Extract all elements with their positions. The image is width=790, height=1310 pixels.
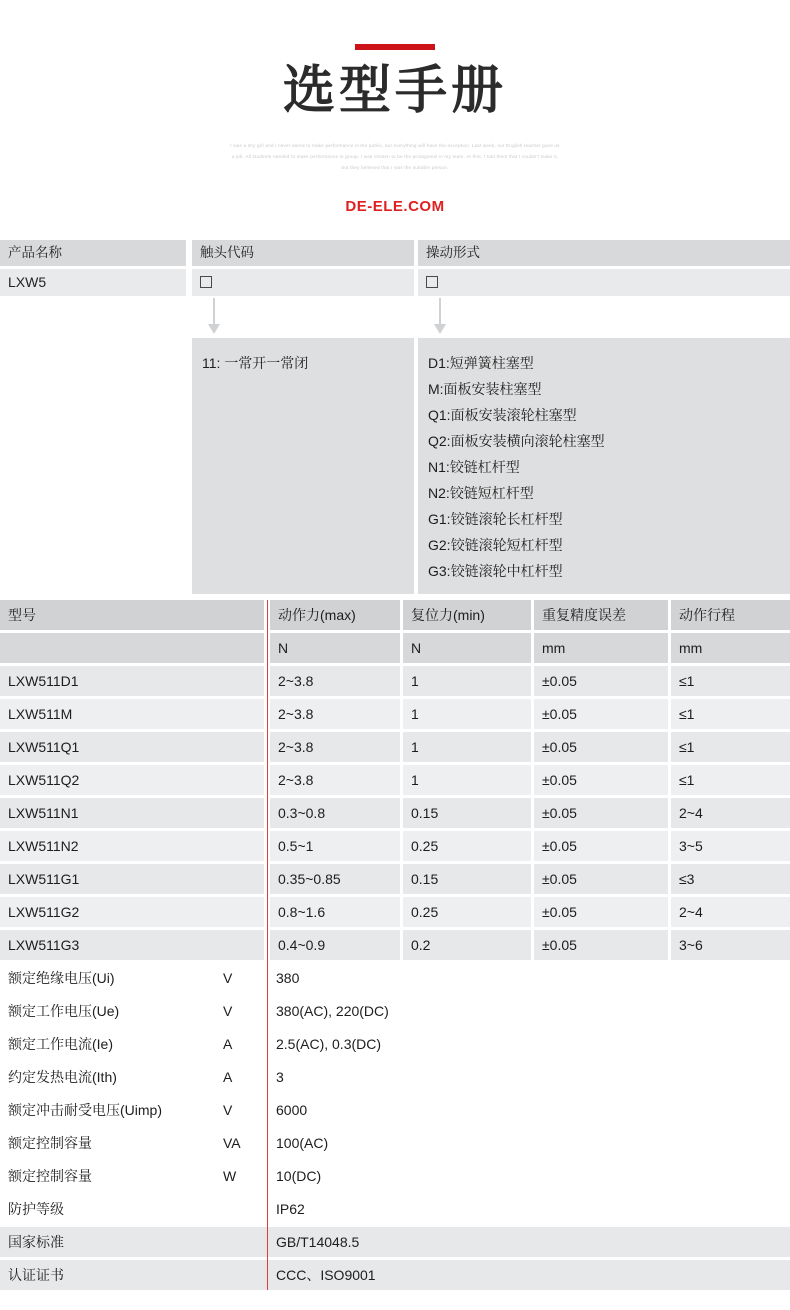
table-cell: LXW511G1: [0, 864, 264, 894]
table-row: [0, 666, 790, 696]
table-unit-row: [0, 633, 790, 663]
table-cell: N: [403, 633, 531, 663]
table-cell: LXW511M: [0, 699, 264, 729]
table-cell: 2~3.8: [270, 765, 400, 795]
table-cell: ≤1: [671, 666, 790, 696]
parameter-row: [0, 1260, 790, 1290]
parameter-value: GB/T14048.5: [276, 1234, 360, 1250]
table-row: [0, 897, 790, 927]
model-selector-block: [0, 240, 790, 600]
table-cell: 0.15: [403, 864, 531, 894]
table-cell: ±0.05: [534, 666, 668, 696]
specification-table: [0, 600, 790, 960]
table-cell: ±0.05: [534, 699, 668, 729]
hero-paragraph: I was a shy girl and I never dared to make performance in the public, but everything will have the exception. Last week, our English teacher gave us a job. All students needed to make performance in group. I was chosen to be the protagonist in my team. At first, I told them that I couldn't make it, but they believed that I was the suitable person.: [230, 143, 560, 170]
table-cell: 0.5~1: [270, 831, 400, 861]
option-item: G1:铰链滚轮长杠杆型: [428, 511, 563, 527]
table-cell: 0.15: [403, 798, 531, 828]
table-cell: LXW511G3: [0, 930, 264, 960]
table-row: [0, 699, 790, 729]
parameter-unit: V: [223, 970, 233, 986]
table-cell: LXW511N2: [0, 831, 264, 861]
table-row: [0, 732, 790, 762]
option-item: G2:铰链滚轮短杠杆型: [428, 537, 563, 553]
selector-column-product-name: [0, 240, 186, 296]
table-cell: 0.35~0.85: [270, 864, 400, 894]
parameter-value: 380(AC), 220(DC): [276, 1003, 389, 1019]
table-cell: LXW511D1: [0, 666, 264, 696]
parameter-name: 额定绝缘电压(Ui): [8, 970, 115, 986]
parameter-unit: [223, 1227, 265, 1257]
parameter-unit: A: [223, 1036, 233, 1052]
table-row: [0, 864, 790, 894]
table-cell: ±0.05: [534, 930, 668, 960]
option-item: N2:铰链短杠杆型: [428, 485, 534, 501]
parameter-unit: [223, 1260, 265, 1290]
parameter-name: 额定控制容量: [8, 1135, 92, 1151]
table-cell: 0.2: [403, 930, 531, 960]
table-cell: ±0.05: [534, 897, 668, 927]
table-row: [0, 765, 790, 795]
table-cell: LXW511N1: [0, 798, 264, 828]
down-arrow-icon: [432, 298, 448, 336]
parameter-row: [0, 963, 790, 993]
parameter-name: 额定控制容量: [8, 1168, 92, 1184]
parameter-row: [0, 1062, 790, 1092]
parameter-unit: W: [223, 1168, 237, 1184]
table-cell: 2~3.8: [270, 666, 400, 696]
selector-options-contact-code: [192, 338, 414, 594]
option-item: Q2:面板安装横向滚轮柱塞型: [428, 433, 605, 449]
electrical-parameter-table: [0, 963, 790, 1290]
table-cell: mm: [534, 633, 668, 663]
parameter-row: [0, 1194, 790, 1224]
parameter-value: IP62: [276, 1201, 305, 1217]
brand-name: DE-ELE.COM: [345, 198, 445, 215]
parameter-unit: VA: [223, 1135, 241, 1151]
parameter-name: 防护等级: [8, 1201, 64, 1217]
title-underline-accent: [355, 44, 435, 50]
table-cell: 2~3.8: [270, 699, 400, 729]
parameter-unit: V: [223, 1003, 233, 1019]
table-cell: 2~4: [671, 897, 790, 927]
selector-column-actuator-type: [418, 240, 790, 579]
table-cell: ≤1: [671, 699, 790, 729]
parameter-value: 380: [276, 970, 300, 986]
table-cell: 3~6: [671, 930, 790, 960]
table-cell: 3~5: [671, 831, 790, 861]
parameter-value: 10(DC): [276, 1168, 322, 1184]
table-cell: ≤1: [671, 765, 790, 795]
table-cell: mm: [671, 633, 790, 663]
table-cell: ±0.05: [534, 864, 668, 894]
empty-box-icon: [426, 276, 438, 288]
table-cell: 1: [403, 699, 531, 729]
selector-heading: 产品名称: [0, 240, 186, 266]
table-cell: 重复精度误差: [534, 600, 668, 630]
table-cell: 1: [403, 666, 531, 696]
table-cell: 型号: [0, 600, 264, 630]
parameter-value: 2.5(AC), 0.3(DC): [276, 1036, 382, 1052]
table-cell: 1: [403, 732, 531, 762]
parameter-row: [0, 996, 790, 1026]
option-item: M:面板安装柱塞型: [428, 381, 542, 397]
selector-value-product-name: LXW5: [0, 269, 186, 296]
table-cell: 1: [403, 765, 531, 795]
selector-heading: 操动形式: [418, 240, 790, 266]
parameter-row: [0, 1161, 790, 1191]
parameter-unit: V: [223, 1102, 233, 1118]
table-row: [0, 930, 790, 960]
parameter-name: 约定发热电流(Ith): [8, 1069, 117, 1085]
table-cell: LXW511G2: [0, 897, 264, 927]
selector-value-actuator-type: [418, 269, 790, 296]
option-item: 11: 一常开一常闭: [202, 355, 309, 371]
table-cell: ±0.05: [534, 798, 668, 828]
table-cell: 0.3~0.8: [270, 798, 400, 828]
table-cell: 0.8~1.6: [270, 897, 400, 927]
table-cell: ±0.05: [534, 732, 668, 762]
vertical-accent-rule: [267, 600, 268, 1290]
table-cell: ≤3: [671, 864, 790, 894]
hero-header: [0, 0, 790, 240]
table-cell: 动作行程: [671, 600, 790, 630]
empty-box-icon: [200, 276, 212, 288]
table-cell: 0.4~0.9: [270, 930, 400, 960]
parameter-name: 认证证书: [8, 1267, 64, 1283]
option-item: N1:铰链杠杆型: [428, 459, 520, 475]
parameter-row: [0, 1227, 790, 1257]
parameter-unit: A: [223, 1069, 233, 1085]
parameter-name: 额定工作电流(Ie): [8, 1036, 113, 1052]
table-cell: LXW511Q1: [0, 732, 264, 762]
option-item: G3:铰链滚轮中杠杆型: [428, 563, 563, 579]
table-cell: N: [270, 633, 400, 663]
table-cell: ±0.05: [534, 765, 668, 795]
table-cell: 动作力(max): [270, 600, 400, 630]
table-cell: 0.25: [403, 831, 531, 861]
selector-heading: 触头代码: [192, 240, 414, 266]
selector-column-contact-code: [192, 240, 414, 371]
parameter-row: [0, 1128, 790, 1158]
selector-options-actuator-type: [418, 338, 790, 594]
option-item: D1:短弹簧柱塞型: [428, 355, 534, 371]
table-cell: 2~4: [671, 798, 790, 828]
parameter-value: 6000: [276, 1102, 308, 1118]
parameter-unit: [223, 1194, 265, 1224]
parameter-name: 额定冲击耐受电压(Uimp): [8, 1102, 162, 1118]
table-cell: 0.25: [403, 897, 531, 927]
selector-value-contact-code: [192, 269, 414, 296]
table-cell: LXW511Q2: [0, 765, 264, 795]
table-cell: ≤1: [671, 732, 790, 762]
table-row: [0, 831, 790, 861]
table-header-row: [0, 600, 790, 630]
table-cell: 复位力(min): [403, 600, 531, 630]
page-title: 选型手册: [282, 61, 507, 121]
parameter-name: 额定工作电压(Ue): [8, 1003, 120, 1019]
parameter-name: 国家标准: [8, 1234, 64, 1250]
table-cell: ±0.05: [534, 831, 668, 861]
table-cell: 2~3.8: [270, 732, 400, 762]
parameter-row: [0, 1095, 790, 1125]
parameter-value: 3: [276, 1069, 284, 1085]
parameter-row: [0, 1029, 790, 1059]
table-row: [0, 798, 790, 828]
down-arrow-icon: [206, 298, 222, 336]
parameter-value: CCC、ISO9001: [276, 1267, 376, 1283]
parameter-value: 100(AC): [276, 1135, 329, 1151]
option-item: Q1:面板安装滚轮柱塞型: [428, 407, 577, 423]
table-cell: [0, 633, 264, 663]
